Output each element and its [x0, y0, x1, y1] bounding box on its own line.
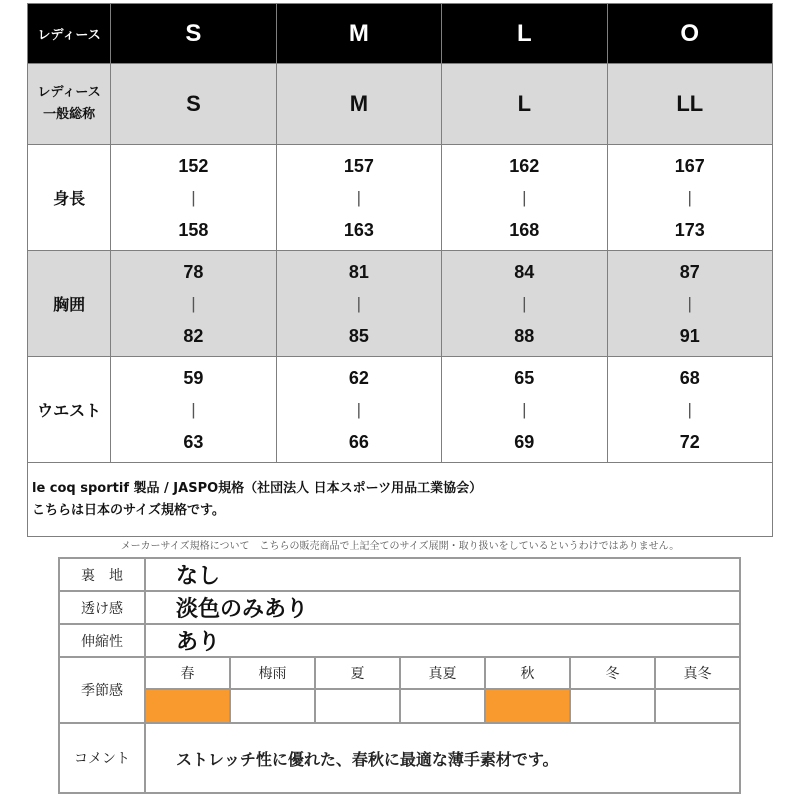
size-l: L — [442, 4, 607, 64]
note-line-1: le coq sportif 製品 / JASPO規格（社団法人 日本スポーツ用品工業協会） — [32, 480, 483, 496]
size-chart-table — [27, 3, 773, 537]
waist-s: 59 | 63 — [111, 357, 276, 463]
stretch-row — [59, 624, 740, 657]
chest-row — [28, 251, 773, 357]
chest-s: 78 | 82 — [111, 251, 276, 357]
sheerness-value: 淡色のみあり — [145, 591, 740, 624]
note-line-2: こちらは日本のサイズ規格です。 — [32, 502, 225, 518]
general-size-m: M — [276, 64, 441, 145]
stretch-label: 伸縮性 — [59, 624, 145, 657]
general-size-s: S — [111, 64, 276, 145]
height-row — [28, 145, 773, 251]
general-size-l: L — [442, 64, 607, 145]
lining-row — [59, 558, 740, 591]
comment-label: コメント — [59, 723, 145, 793]
height-label: 身長 — [28, 145, 111, 251]
chest-o: 87 | 91 — [607, 251, 772, 357]
height-s: 152 | 158 — [111, 145, 276, 251]
stretch-value: あり — [145, 624, 740, 657]
comment-value: ストレッチ性に優れた、春秋に最適な薄手素材です。 — [145, 723, 740, 793]
height-o: 167 | 173 — [607, 145, 772, 251]
general-size-ll: LL — [607, 64, 772, 145]
comment-row — [59, 723, 740, 793]
header-label: レディース — [28, 4, 111, 64]
season-mark-winter — [570, 689, 655, 723]
sheerness-label: 透け感 — [59, 591, 145, 624]
season-marks-row — [59, 689, 740, 723]
season-midwinter: 真冬 — [655, 657, 740, 689]
sheerness-row — [59, 591, 740, 624]
maker-size-disclaimer: メーカーサイズ規格について こちらの販売商品で上記全てのサイズ展開・取り扱いをしているというわけではありません。 — [120, 541, 680, 552]
season-summer: 夏 — [315, 657, 400, 689]
size-header-row — [28, 4, 773, 64]
waist-m: 62 | 66 — [276, 357, 441, 463]
season-mark-midwinter — [655, 689, 740, 723]
season-midsummer: 真夏 — [400, 657, 485, 689]
height-l: 162 | 168 — [442, 145, 607, 251]
chest-m: 81 | 85 — [276, 251, 441, 357]
waist-row — [28, 357, 773, 463]
size-m: M — [276, 4, 441, 64]
note-row — [28, 463, 773, 537]
height-m: 157 | 163 — [276, 145, 441, 251]
season-mark-summer — [315, 689, 400, 723]
chest-l: 84 | 88 — [442, 251, 607, 357]
size-s: S — [111, 4, 276, 64]
season-label: 季節感 — [59, 657, 145, 723]
chest-label: 胸囲 — [28, 251, 111, 357]
season-mark-spring — [145, 689, 230, 723]
general-label — [28, 64, 111, 145]
general-label-line2: 一般総称 — [43, 107, 96, 122]
size-o: O — [607, 4, 772, 64]
season-spring: 春 — [145, 657, 230, 689]
season-rainy: 梅雨 — [230, 657, 315, 689]
season-mark-autumn — [485, 689, 570, 723]
season-mark-rainy — [230, 689, 315, 723]
lining-value: なし — [145, 558, 740, 591]
season-winter: 冬 — [570, 657, 655, 689]
fabric-spec-table — [58, 557, 741, 794]
waist-o: 68 | 72 — [607, 357, 772, 463]
season-autumn: 秋 — [485, 657, 570, 689]
general-size-row — [28, 64, 773, 145]
waist-l: 65 | 69 — [442, 357, 607, 463]
lining-label: 裏 地 — [59, 558, 145, 591]
waist-label: ウエスト — [28, 357, 111, 463]
season-mark-midsummer — [400, 689, 485, 723]
size-standard-note — [28, 463, 773, 537]
general-label-line1: レディース — [37, 85, 101, 100]
season-names-row — [59, 657, 740, 689]
